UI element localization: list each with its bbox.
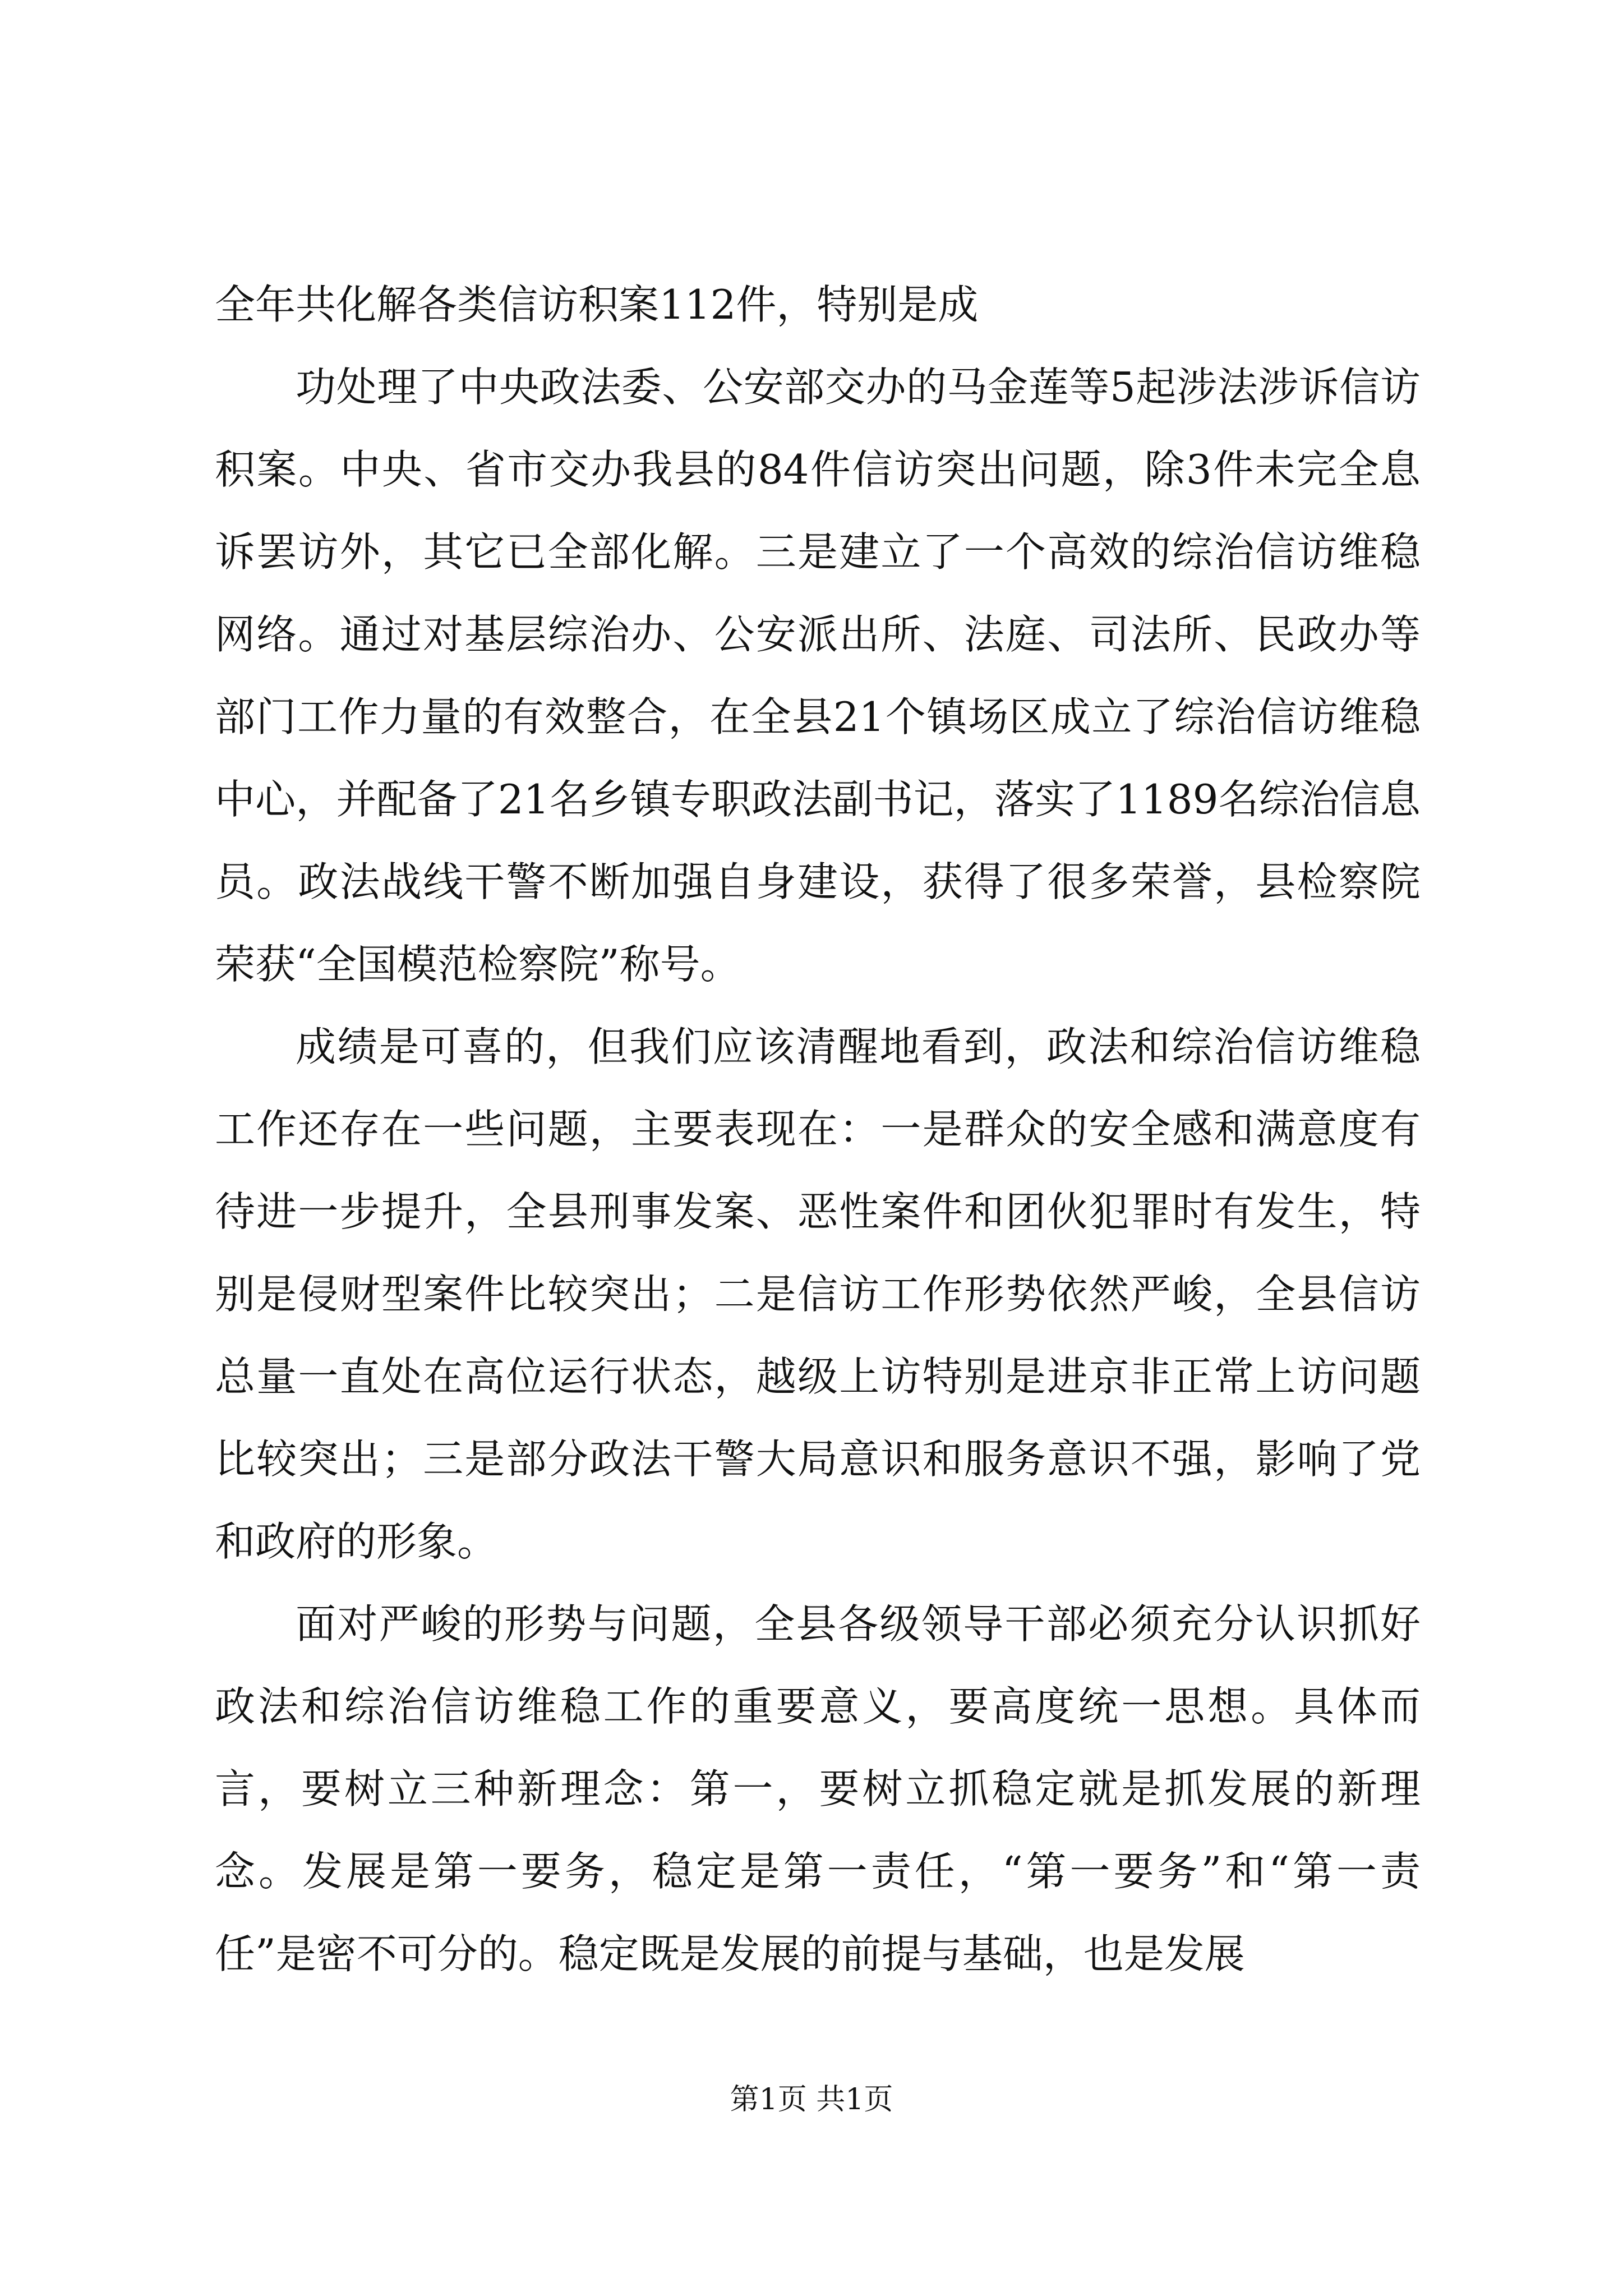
paragraph-4: 面对严峻的形势与问题，全县各级领导干部必须充分认识抓好政法和综治信访维稳工作的重要意义，要高度统一思想。具体而言，要树立三种新理念：第一，要树立抓稳定就是抓发展的新理念。发展是第一要务，稳定是第一责任，“第一要务”和“第一责任”是密不可分的。稳定既是发展的前提与基础，也是发展 bbox=[215, 1600, 1421, 1977]
paragraph-2: 功处理了中央政法委、公安部交办的马金莲等5起涉法涉诉信访积案。中央、省市交办我县的84件信访突出问题，除3件未完全息诉罢访外，其它已全部化解。三是建立了一个高效的综治信访维稳网络。通过对基层综治办、公安派出所、法庭、司法所、民政办等部门工作力量的有效整合，在全县21个镇场区成立了综治信访维稳中心，并配备了21名乡镇专职政法副书记，落实了1189名综治信息员。政法战线干警不断加强自身建设，获得了很多荣誉，县检察院荣获“全国模范检察院”称号。 bbox=[215, 364, 1421, 988]
page-footer: 第1页 共1页 bbox=[730, 2083, 893, 2116]
document-body bbox=[215, 264, 1421, 1995]
paragraph-3: 成绩是可喜的，但我们应该清醒地看到，政法和综治信访维稳工作还存在一些问题，主要表现在：一是群众的安全感和满意度有待进一步提升，全县刑事发案、恶性案件和团伙犯罪时有发生，特别是侵财型案件比较突出；二是信访工作形势依然严峻，全县信访总量一直处在高位运行状态，越级上访特别是进京非正常上访问题比较突出；三是部分政法干警大局意识和服务意识不强，影响了党和政府的形象。 bbox=[215, 1023, 1421, 1565]
paragraph-1: 全年共化解各类信访积案112件，特别是成 bbox=[215, 281, 979, 328]
